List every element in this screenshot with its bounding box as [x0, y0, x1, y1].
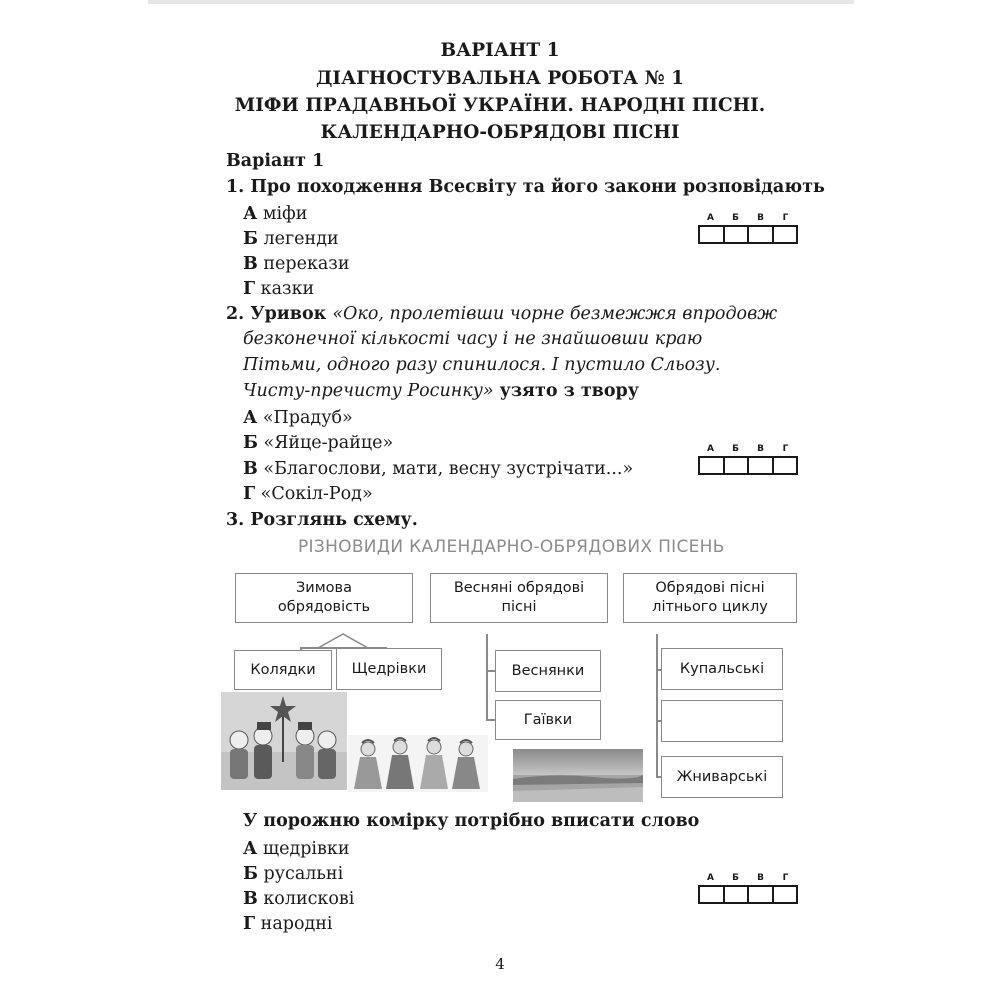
- q2-answer-grid: [698, 444, 798, 475]
- answer-cell[interactable]: [700, 458, 725, 473]
- header-topic-line1: МІФИ ПРАДАВНЬОЇ УКРАЇНИ. НАРОДНІ ПІСНІ.: [234, 95, 766, 116]
- page-number: 4: [495, 955, 505, 973]
- q3-option-b: Б русальні: [243, 864, 344, 884]
- grid-label: А: [707, 213, 714, 223]
- q1-option-d: Г казки: [243, 279, 315, 299]
- grid-label: А: [707, 873, 714, 883]
- schema-box-spring: Весняні обрядові пісні: [430, 573, 608, 623]
- answer-cell[interactable]: [725, 887, 750, 902]
- q2-option-d: Г «Сокіл-Род»: [243, 484, 373, 504]
- schema-box-haivky: Гаївки: [495, 700, 601, 740]
- q2-option-b: Б «Яйце-райце»: [243, 433, 394, 453]
- q1-option-b: Б легенди: [243, 229, 339, 249]
- q3-option-d: Г народні: [243, 914, 333, 934]
- schema-box-empty[interactable]: [661, 700, 783, 742]
- q2-quote-line1: 2. Уривок «Око, пролетівши чорне безмежжя впродовж: [226, 304, 778, 324]
- grid-label: В: [757, 873, 764, 883]
- q3-option-c: В колискові: [243, 889, 355, 909]
- grid-label: В: [757, 213, 764, 223]
- grid-label: Г: [782, 213, 789, 223]
- header-variant: ВАРІАНТ 1: [440, 40, 560, 61]
- carolers-illustration: [221, 692, 347, 790]
- schema-title: РІЗНОВИДИ КАЛЕНДАРНО-ОБРЯДОВИХ ПІСЕНЬ: [298, 537, 725, 557]
- schema-box-zhnyvarski: Жниварські: [661, 756, 783, 798]
- answer-cell[interactable]: [725, 458, 750, 473]
- q3-answer-grid: [698, 873, 798, 904]
- grid-label: Б: [732, 213, 739, 223]
- answer-cell[interactable]: [700, 887, 725, 902]
- schema-box-koliadky: Колядки: [234, 650, 332, 690]
- grid-label: А: [707, 444, 714, 454]
- connector-line: [486, 634, 488, 720]
- answer-cell[interactable]: [725, 227, 750, 242]
- answer-cell[interactable]: [700, 227, 725, 242]
- schema-box-kupalski: Купальські: [661, 648, 783, 690]
- grid-label: Б: [732, 873, 739, 883]
- q1-answer-grid: [698, 213, 798, 244]
- dancers-illustration: [348, 735, 488, 792]
- grid-label: В: [757, 444, 764, 454]
- q1-option-c: В перекази: [243, 254, 350, 274]
- q2-quote-line2: безконечної кількості часу і не знайшовши краю: [243, 329, 703, 349]
- answer-cell[interactable]: [749, 458, 774, 473]
- connector-line: [656, 634, 658, 777]
- q1-option-a: А міфи: [243, 204, 308, 224]
- q3-option-a: А щедрівки: [243, 839, 350, 859]
- variant-label: Варіант 1: [226, 151, 325, 171]
- answer-cell[interactable]: [774, 227, 797, 242]
- field-landscape-photo: [513, 749, 643, 802]
- header-topic-line2: КАЛЕНДАРНО-ОБРЯДОВІ ПІСНІ: [320, 122, 680, 143]
- grid-label: Г: [782, 873, 789, 883]
- q1-question: 1. Про походження Всесвіту та його закони розповідають: [226, 177, 825, 197]
- q2-option-a: А «Прадуб»: [243, 408, 353, 428]
- grid-label: Б: [732, 444, 739, 454]
- schema-box-winter: Зимова обрядовість: [235, 573, 413, 623]
- answer-cell[interactable]: [749, 227, 774, 242]
- answer-cell[interactable]: [774, 458, 797, 473]
- q2-quote-line4: Чисту-пречисту Росинку» узято з твору: [243, 381, 639, 401]
- q3-prompt: У порожню комірку потрібно вписати слово: [243, 811, 700, 831]
- schema-box-summer: Обрядові пісні літнього циклу: [623, 573, 797, 623]
- schema-box-shchedrivky: Щедрівки: [336, 648, 442, 690]
- header-work-title: ДІАГНОСТУВАЛЬНА РОБОТА № 1: [315, 68, 684, 89]
- q2-option-c: В «Благослови, мати, весну зустрічати...»: [243, 459, 634, 479]
- schema-box-vesnianky: Веснянки: [495, 650, 601, 692]
- grid-label: Г: [782, 444, 789, 454]
- top-rule: [148, 0, 854, 4]
- q2-quote-line3: Пітьми, одного разу спинилося. І пустило Сльозу.: [243, 355, 721, 375]
- q3-question: 3. Розглянь схему.: [226, 510, 418, 530]
- answer-cell[interactable]: [774, 887, 797, 902]
- answer-cell[interactable]: [749, 887, 774, 902]
